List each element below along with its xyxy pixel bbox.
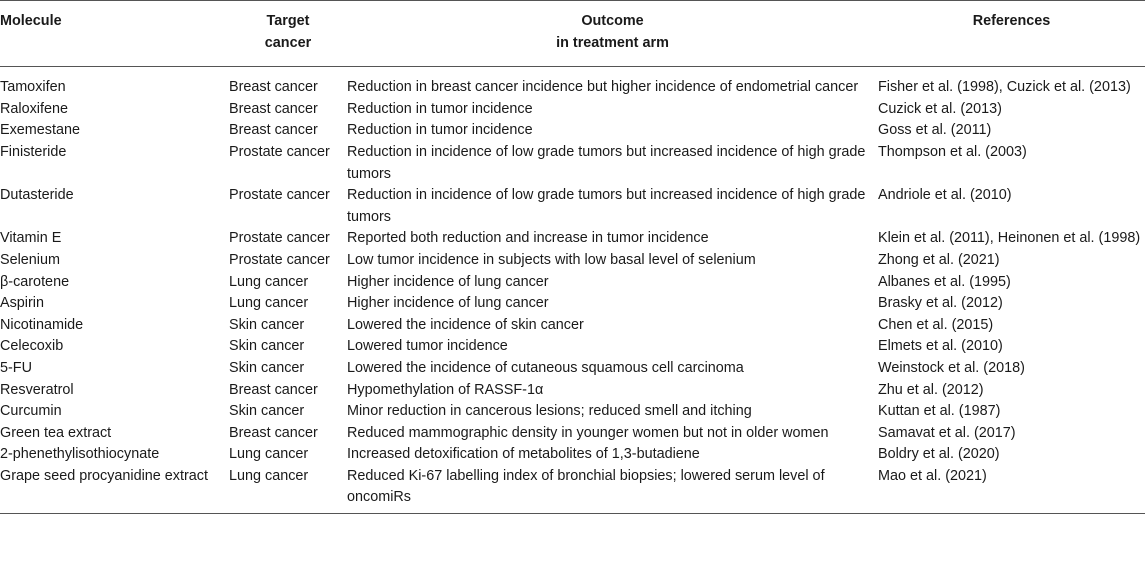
- cell-outcome: Increased detoxification of metabolites of 1,3-butadiene: [347, 446, 700, 463]
- header-row: [0, 1, 1145, 67]
- cell-outcome: Higher incidence of lung cancer: [347, 273, 549, 290]
- cell-molecule: Celecoxib: [0, 338, 64, 355]
- table-row: [0, 423, 1145, 445]
- cell-references: Chen et al. (2015): [878, 316, 994, 333]
- cell-references: Zhu et al. (2012): [878, 381, 984, 398]
- table-row: [0, 228, 1145, 250]
- cell-target-cancer: Breast cancer: [229, 100, 318, 117]
- cell-target-cancer: Breast cancer: [229, 381, 318, 398]
- cell-references: Elmets et al. (2010): [878, 338, 1003, 355]
- cell-references: Thompson et al. (2003): [878, 143, 1027, 160]
- cell-molecule: β-carotene: [0, 273, 70, 290]
- cell-molecule: Resveratrol: [0, 381, 74, 398]
- cell-references: Mao et al. (2021): [878, 467, 987, 484]
- table-row: [0, 185, 1145, 228]
- cell-target-cancer: Skin cancer: [229, 403, 305, 420]
- table-row: [0, 444, 1145, 466]
- table-row: [0, 358, 1145, 380]
- cell-references: Fisher et al. (1998), Cuzick et al. (2013): [878, 79, 1131, 96]
- cell-molecule: Exemestane: [0, 122, 80, 139]
- cell-references: Kuttan et al. (1987): [878, 403, 1001, 420]
- cell-molecule: Tamoxifen: [0, 79, 66, 96]
- cell-target-cancer: Breast cancer: [229, 424, 318, 441]
- cell-target-cancer: Skin cancer: [229, 316, 305, 333]
- cell-outcome: Reduced Ki-67 labelling index of bronchial biopsies; lowered serum level of oncomiRs: [347, 467, 825, 506]
- cell-molecule: 2-phenethylisothiocynate: [0, 446, 160, 463]
- cell-target-cancer: Lung cancer: [229, 467, 309, 484]
- cell-outcome: Lowered the incidence of skin cancer: [347, 316, 584, 333]
- cell-references: Brasky et al. (2012): [878, 295, 1003, 312]
- header-target-cancer: Target cancer: [264, 13, 312, 51]
- table-row: [0, 315, 1145, 337]
- cell-outcome: Lowered the incidence of cutaneous squamous cell carcinoma: [347, 359, 744, 376]
- cell-target-cancer: Lung cancer: [229, 273, 309, 290]
- table-row: [0, 401, 1145, 423]
- cell-molecule: Green tea extract: [0, 424, 112, 441]
- cell-molecule: Nicotinamide: [0, 316, 84, 333]
- cell-references: Samavat et al. (2017): [878, 424, 1016, 441]
- table-row: [0, 293, 1145, 315]
- table-row: [0, 336, 1145, 358]
- table-row: [0, 142, 1145, 185]
- cell-target-cancer: Breast cancer: [229, 122, 318, 139]
- table-row: [0, 250, 1145, 272]
- header-references: References: [972, 13, 1051, 29]
- cell-outcome: Reduction in incidence of low grade tumors but increased incidence of high grade tumors: [347, 187, 866, 225]
- cell-references: Andriole et al. (2010): [878, 187, 1012, 204]
- cell-outcome: Lowered tumor incidence: [347, 338, 508, 355]
- cell-target-cancer: Prostate cancer: [229, 251, 330, 268]
- cell-references: Cuzick et al. (2013): [878, 100, 1002, 117]
- cell-molecule: Dutasteride: [0, 187, 74, 204]
- header-molecule: Molecule: [0, 13, 62, 29]
- header-outcome: Outcome in treatment arm: [556, 13, 669, 51]
- cell-target-cancer: Lung cancer: [229, 446, 309, 463]
- cell-molecule: Finisteride: [0, 143, 67, 160]
- cell-outcome: Low tumor incidence in subjects with low basal level of selenium: [347, 251, 756, 268]
- cell-references: Albanes et al. (1995): [878, 273, 1011, 290]
- cell-outcome: Reduced mammographic density in younger women but not in older women: [347, 424, 829, 441]
- cell-outcome: Reduction in tumor incidence: [347, 122, 533, 139]
- cell-outcome: Reduction in tumor incidence: [347, 100, 533, 117]
- cell-target-cancer: Breast cancer: [229, 79, 318, 96]
- table-row: [0, 67, 1145, 99]
- table-body: [0, 67, 1145, 514]
- table-row: [0, 99, 1145, 121]
- cell-target-cancer: Skin cancer: [229, 338, 305, 355]
- cell-molecule: Curcumin: [0, 403, 62, 420]
- cell-molecule: Selenium: [0, 251, 60, 268]
- cell-outcome: Hypomethylation of RASSF-1α: [347, 381, 544, 398]
- cell-references: Weinstock et al. (2018): [878, 359, 1025, 376]
- cell-molecule: Grape seed procyanidine extract: [0, 467, 208, 484]
- cell-outcome: Reduction in incidence of low grade tumors but increased incidence of high grade tumors: [347, 143, 866, 182]
- cell-molecule: 5-FU: [0, 359, 32, 376]
- table-row: [0, 120, 1145, 142]
- table-header: [0, 1, 1145, 67]
- table-row: [0, 466, 1145, 514]
- cell-molecule: Raloxifene: [0, 100, 68, 117]
- cell-outcome: Minor reduction in cancerous lesions; reduced smell and itching: [347, 403, 752, 420]
- cell-molecule: Vitamin E: [0, 230, 62, 247]
- cell-outcome: Higher incidence of lung cancer: [347, 295, 549, 312]
- cell-references: Goss et al. (2011): [878, 122, 992, 139]
- cell-references: Klein et al. (2011), Heinonen et al. (1998): [878, 230, 1141, 247]
- cell-target-cancer: Lung cancer: [229, 295, 309, 312]
- cell-references: Zhong et al. (2021): [878, 251, 1000, 268]
- cell-molecule: Aspirin: [0, 295, 44, 312]
- cell-target-cancer: Prostate cancer: [229, 187, 330, 204]
- cell-references: Boldry et al. (2020): [878, 446, 1000, 463]
- table-row: [0, 380, 1145, 402]
- table-row: [0, 272, 1145, 294]
- cell-target-cancer: Prostate cancer: [229, 143, 330, 160]
- cell-outcome: Reduction in breast cancer incidence but higher incidence of endometrial cancer: [347, 79, 859, 96]
- cell-target-cancer: Skin cancer: [229, 359, 305, 376]
- cell-target-cancer: Prostate cancer: [229, 230, 330, 247]
- cell-outcome: Reported both reduction and increase in tumor incidence: [347, 230, 709, 247]
